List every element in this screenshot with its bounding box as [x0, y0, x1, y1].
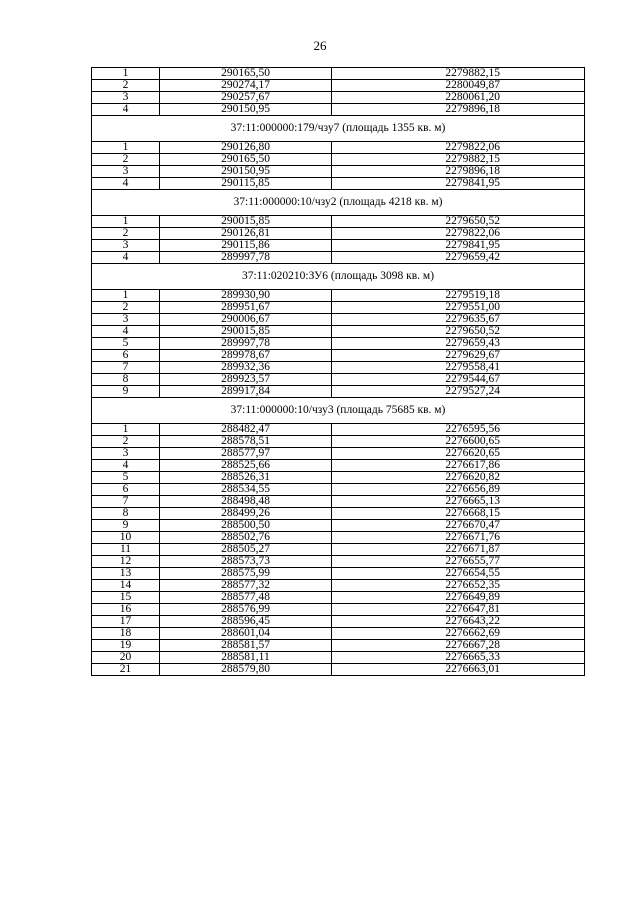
point-number-cell: 8 — [92, 374, 160, 386]
y-coordinate-cell: 2280049,87 — [332, 80, 585, 92]
table-row — [92, 154, 585, 166]
y-coordinate-cell: 2279659,42 — [332, 252, 585, 264]
y-coordinate-cell: 2276663,01 — [332, 664, 585, 676]
point-number-cell: 5 — [92, 338, 160, 350]
point-number-cell: 7 — [92, 362, 160, 374]
point-number-cell: 3 — [92, 166, 160, 178]
x-coordinate-cell: 288573,73 — [160, 556, 332, 568]
point-number-cell: 9 — [92, 520, 160, 532]
table-row — [92, 616, 585, 628]
point-number-cell: 9 — [92, 386, 160, 398]
x-coordinate-cell: 288525,66 — [160, 460, 332, 472]
y-coordinate-cell: 2276665,33 — [332, 652, 585, 664]
x-coordinate-cell: 288534,55 — [160, 484, 332, 496]
x-coordinate-cell: 288498,48 — [160, 496, 332, 508]
x-coordinate-cell: 288575,99 — [160, 568, 332, 580]
y-coordinate-cell: 2279650,52 — [332, 326, 585, 338]
point-number-cell: 6 — [92, 350, 160, 362]
x-coordinate-cell: 289923,57 — [160, 374, 332, 386]
table-row — [92, 290, 585, 302]
y-coordinate-cell: 2279551,00 — [332, 302, 585, 314]
x-coordinate-cell: 289917,84 — [160, 386, 332, 398]
x-coordinate-cell: 289932,36 — [160, 362, 332, 374]
x-coordinate-cell: 288482,47 — [160, 424, 332, 436]
x-coordinate-cell: 289978,67 — [160, 350, 332, 362]
x-coordinate-cell: 288500,50 — [160, 520, 332, 532]
y-coordinate-cell: 2276643,22 — [332, 616, 585, 628]
y-coordinate-cell: 2276595,56 — [332, 424, 585, 436]
point-number-cell: 14 — [92, 580, 160, 592]
y-coordinate-cell: 2280061,20 — [332, 92, 585, 104]
x-coordinate-cell: 289997,78 — [160, 252, 332, 264]
x-coordinate-cell: 288499,26 — [160, 508, 332, 520]
section-title: 37:11:020210:ЗУ6 (площадь 3098 кв. м) — [92, 264, 585, 290]
table-row — [92, 448, 585, 460]
x-coordinate-cell: 288581,57 — [160, 640, 332, 652]
x-coordinate-cell: 288502,76 — [160, 532, 332, 544]
point-number-cell: 3 — [92, 314, 160, 326]
table-row — [92, 92, 585, 104]
table-row — [92, 142, 585, 154]
point-number-cell: 2 — [92, 154, 160, 166]
table-row — [92, 178, 585, 190]
y-coordinate-cell: 2276662,69 — [332, 628, 585, 640]
x-coordinate-cell: 290126,80 — [160, 142, 332, 154]
y-coordinate-cell: 2276655,77 — [332, 556, 585, 568]
y-coordinate-cell: 2279822,06 — [332, 228, 585, 240]
y-coordinate-cell: 2279841,95 — [332, 240, 585, 252]
x-coordinate-cell: 288581,11 — [160, 652, 332, 664]
y-coordinate-cell: 2279544,67 — [332, 374, 585, 386]
point-number-cell: 2 — [92, 302, 160, 314]
point-number-cell: 20 — [92, 652, 160, 664]
y-coordinate-cell: 2276665,13 — [332, 496, 585, 508]
point-number-cell: 3 — [92, 92, 160, 104]
x-coordinate-cell: 288526,31 — [160, 472, 332, 484]
table-row — [92, 302, 585, 314]
table-row — [92, 532, 585, 544]
table-row — [92, 520, 585, 532]
table-row — [92, 314, 585, 326]
table-row — [92, 338, 585, 350]
x-coordinate-cell: 290126,81 — [160, 228, 332, 240]
coordinates-table-body — [92, 68, 585, 676]
point-number-cell: 3 — [92, 448, 160, 460]
y-coordinate-cell: 2276620,82 — [332, 472, 585, 484]
point-number-cell: 18 — [92, 628, 160, 640]
x-coordinate-cell: 288577,48 — [160, 592, 332, 604]
table-row — [92, 604, 585, 616]
x-coordinate-cell: 288577,97 — [160, 448, 332, 460]
point-number-cell: 12 — [92, 556, 160, 568]
section-header-row — [92, 190, 585, 216]
table-row — [92, 374, 585, 386]
table-row — [92, 240, 585, 252]
table-row — [92, 592, 585, 604]
table-row — [92, 228, 585, 240]
point-number-cell: 10 — [92, 532, 160, 544]
table-row — [92, 664, 585, 676]
x-coordinate-cell: 290015,85 — [160, 216, 332, 228]
y-coordinate-cell: 2279882,15 — [332, 154, 585, 166]
x-coordinate-cell: 289997,78 — [160, 338, 332, 350]
table-row — [92, 350, 585, 362]
x-coordinate-cell: 288578,51 — [160, 436, 332, 448]
x-coordinate-cell: 288577,32 — [160, 580, 332, 592]
section-title: 37:11:000000:10/чзу3 (площадь 75685 кв. м) — [92, 398, 585, 424]
section-title: 37:11:000000:179/чзу7 (площадь 1355 кв. м) — [92, 116, 585, 142]
table-row — [92, 556, 585, 568]
point-number-cell: 4 — [92, 460, 160, 472]
x-coordinate-cell: 290015,85 — [160, 326, 332, 338]
x-coordinate-cell: 290165,50 — [160, 154, 332, 166]
x-coordinate-cell: 288505,27 — [160, 544, 332, 556]
y-coordinate-cell: 2279650,52 — [332, 216, 585, 228]
point-number-cell: 4 — [92, 326, 160, 338]
y-coordinate-cell: 2276671,76 — [332, 532, 585, 544]
point-number-cell: 4 — [92, 252, 160, 264]
point-number-cell: 21 — [92, 664, 160, 676]
point-number-cell: 19 — [92, 640, 160, 652]
point-number-cell: 15 — [92, 592, 160, 604]
table-row — [92, 652, 585, 664]
y-coordinate-cell: 2276656,89 — [332, 484, 585, 496]
table-row — [92, 80, 585, 92]
x-coordinate-cell: 290165,50 — [160, 68, 332, 80]
x-coordinate-cell: 288596,45 — [160, 616, 332, 628]
y-coordinate-cell: 2276600,65 — [332, 436, 585, 448]
y-coordinate-cell: 2276649,89 — [332, 592, 585, 604]
point-number-cell: 1 — [92, 216, 160, 228]
point-number-cell: 17 — [92, 616, 160, 628]
table-row — [92, 104, 585, 116]
point-number-cell: 7 — [92, 496, 160, 508]
table-row — [92, 166, 585, 178]
table-row — [92, 640, 585, 652]
table-row — [92, 544, 585, 556]
y-coordinate-cell: 2276667,28 — [332, 640, 585, 652]
section-header-row — [92, 264, 585, 290]
point-number-cell: 1 — [92, 68, 160, 80]
table-row — [92, 326, 585, 338]
y-coordinate-cell: 2279822,06 — [332, 142, 585, 154]
y-coordinate-cell: 2279558,41 — [332, 362, 585, 374]
point-number-cell: 2 — [92, 228, 160, 240]
y-coordinate-cell: 2279896,18 — [332, 104, 585, 116]
x-coordinate-cell: 289930,90 — [160, 290, 332, 302]
y-coordinate-cell: 2276654,55 — [332, 568, 585, 580]
x-coordinate-cell: 288576,99 — [160, 604, 332, 616]
table-row — [92, 386, 585, 398]
x-coordinate-cell: 290115,86 — [160, 240, 332, 252]
point-number-cell: 6 — [92, 484, 160, 496]
y-coordinate-cell: 2276620,65 — [332, 448, 585, 460]
x-coordinate-cell: 288579,80 — [160, 664, 332, 676]
y-coordinate-cell: 2276652,35 — [332, 580, 585, 592]
y-coordinate-cell: 2279896,18 — [332, 166, 585, 178]
y-coordinate-cell: 2279659,43 — [332, 338, 585, 350]
point-number-cell: 11 — [92, 544, 160, 556]
y-coordinate-cell: 2276670,47 — [332, 520, 585, 532]
table-row — [92, 362, 585, 374]
table-row — [92, 568, 585, 580]
table-row — [92, 580, 585, 592]
table-row — [92, 424, 585, 436]
y-coordinate-cell: 2279519,18 — [332, 290, 585, 302]
point-number-cell: 3 — [92, 240, 160, 252]
coordinates-table — [91, 67, 585, 676]
y-coordinate-cell: 2279527,24 — [332, 386, 585, 398]
section-title: 37:11:000000:10/чзу2 (площадь 4218 кв. м) — [92, 190, 585, 216]
section-header-row — [92, 116, 585, 142]
point-number-cell: 16 — [92, 604, 160, 616]
table-row — [92, 496, 585, 508]
x-coordinate-cell: 290257,67 — [160, 92, 332, 104]
table-row — [92, 508, 585, 520]
point-number-cell: 2 — [92, 80, 160, 92]
table-row — [92, 628, 585, 640]
table-row — [92, 216, 585, 228]
point-number-cell: 5 — [92, 472, 160, 484]
table-row — [92, 484, 585, 496]
point-number-cell: 1 — [92, 424, 160, 436]
x-coordinate-cell: 289951,67 — [160, 302, 332, 314]
point-number-cell: 2 — [92, 436, 160, 448]
x-coordinate-cell: 290150,95 — [160, 166, 332, 178]
x-coordinate-cell: 288601,04 — [160, 628, 332, 640]
section-header-row — [92, 398, 585, 424]
y-coordinate-cell: 2279629,67 — [332, 350, 585, 362]
point-number-cell: 4 — [92, 178, 160, 190]
point-number-cell: 1 — [92, 142, 160, 154]
x-coordinate-cell: 290150,95 — [160, 104, 332, 116]
point-number-cell: 13 — [92, 568, 160, 580]
y-coordinate-cell: 2276647,81 — [332, 604, 585, 616]
y-coordinate-cell: 2279841,95 — [332, 178, 585, 190]
table-row — [92, 68, 585, 80]
table-row — [92, 252, 585, 264]
y-coordinate-cell: 2276668,15 — [332, 508, 585, 520]
x-coordinate-cell: 290006,67 — [160, 314, 332, 326]
table-row — [92, 472, 585, 484]
table-row — [92, 436, 585, 448]
y-coordinate-cell: 2276617,86 — [332, 460, 585, 472]
y-coordinate-cell: 2279882,15 — [332, 68, 585, 80]
y-coordinate-cell: 2279635,67 — [332, 314, 585, 326]
x-coordinate-cell: 290115,85 — [160, 178, 332, 190]
point-number-cell: 4 — [92, 104, 160, 116]
y-coordinate-cell: 2276671,87 — [332, 544, 585, 556]
page-number: 26 — [313, 38, 327, 53]
table-row — [92, 460, 585, 472]
x-coordinate-cell: 290274,17 — [160, 80, 332, 92]
point-number-cell: 8 — [92, 508, 160, 520]
point-number-cell: 1 — [92, 290, 160, 302]
